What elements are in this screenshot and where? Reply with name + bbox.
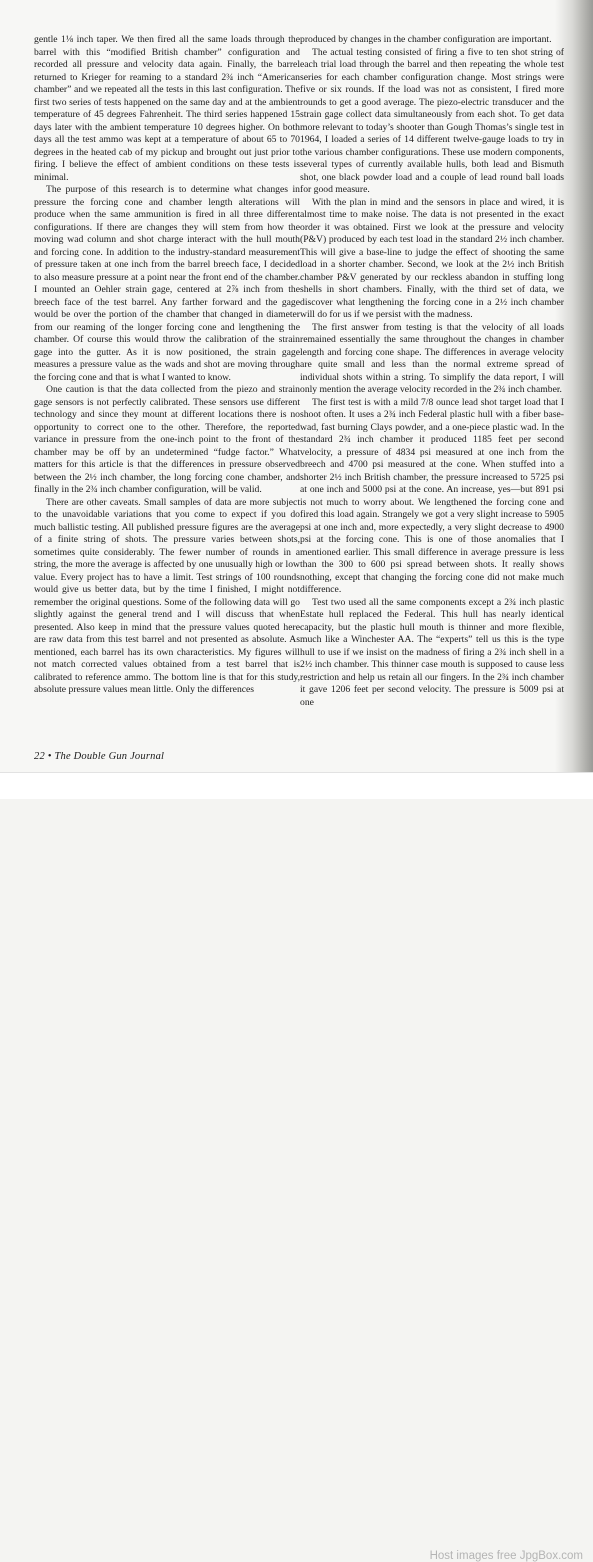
publication-title: The Double Gun Journal bbox=[54, 751, 165, 762]
paragraph: The first test is with a mild 7/8 ounce lead shot target load that I shoot often. It uses a 2¾ inch Federal plastic hull with a fiber base-wad, fast burning Clays powder, and a one-piece plastic wad. In the standard 2¾ inch chamber it produced 1185 feet per second velocity, a pressure of 4834 psi measured at one inch from the breech and 4700 psi measured at the cone. When stuffed into a shorter 2½ inch British chamber, the pressure increased to 5725 psi at one inch and 5000 psi at the cone. An increase, yes—but 891 psi is not much to worry about. We lengthened the forcing cone and fired this load again. Strangely we got a very slight increase to 5905 psi at one inch and, more expectedly, a very slight decrease to 4900 psi at the forcing cone. This is one of those anomalies that I mentioned earlier. This small difference in average pressure is less than the 300 to 600 psi spread between shots. It really shows nothing, except that changing the forcing cone did not make much difference. bbox=[300, 396, 564, 595]
paragraph: Test two used all the same components except a 2¾ inch plastic Estate hull replaced the Federal. This hull has nearly identical capacity, but the plastic hull mouth is thinner and more flexible, much like a Winchester AA. The “experts” tell us this is the type hull to use if we insist on the madness of firing a 2¾ inch shell in a 2½ inch chamber. This thinner case mouth is supposed to cause less restriction and help us retain all our fingers. In the 2¾ inch chamber it gave 1206 feet per second velocity. The pressure is 5009 psi at one bbox=[300, 596, 564, 708]
host-watermark[interactable]: Host images free JpgBox.com bbox=[429, 1550, 583, 1562]
paragraph: produced by changes in the chamber configuration are important. bbox=[300, 34, 552, 45]
paragraph: With the plan in mind and the sensors in place and wired, it is almost time to make noise. The data is not presented in the exact order it was obtained. First we look at the pressure and velocity (P&V) produced by each test load in the standard 2½ inch chamber. This will give a base-line to judge the effect of shooting the same load in a shorter chamber. Second, we look at the 2½ inch British chamber P&V generated by our reckless abandon in stuffing long shells in short chambers. Finally, with the third set of data, we discover what lengthening the forcing cone in a 2½ inch chamber will do for us if we persist with the madness. bbox=[300, 196, 564, 320]
page-footer bbox=[34, 751, 164, 762]
article-column-left bbox=[34, 34, 300, 697]
paragraph: There are other caveats. Small samples of data are more subject to the unavoidable variations that you come to expect if you do much ballistic testing. All published pressure figures are the average of a finite string of shots. The pressure varies between shots, sometimes quite considerably. The fewer number of rounds in a string, the more the average is affected by one unusually high or low value. Every project has to have a limit. Test strings of 100 rounds would give us better data, but by the time I finished, I might not remember the original questions. Some of the following data will go slightly against the general trend and I will discuss that when presented. Also keep in mind that the pressure values quoted here are raw data from this test barrel and not presented as absolute. As mentioned, each barrel has its own characteristics. My figures will not match corrected values obtained from a test barrel that is calibrated to reference ammo. The bottom line is that for this study, absolute pressure values mean little. Only the differences bbox=[34, 496, 300, 695]
image-host-bar bbox=[0, 772, 593, 1562]
paragraph: The purpose of this research is to determine what changes in pressure the forcing cone and chamber length alterations will produce when the same ammunition is fired in all three different configurations. If there are changes they will stem from how the moving wad column and shot charge interact with the hull mouth and forcing cone. In addition to the industry-standard measurement of pressure taken at one inch from the barrel breech face, I decided to also measure pressure at a point near the front end of the chamber. I mounted an Oehler strain gage, centered at 2⅞ inch from the breech face of the test barrel. Any farther forward and the gage would be over the portion of the chamber that changed in diameter from our reaming of the longer forcing cone and lengthening the chamber. Of course this would throw the calibration of the strain gage into the gutter. As it is now positioned, the strain gage measures a pressure value as the wads and shot are moving through the forcing cone and that is what I wanted to know. bbox=[34, 184, 300, 383]
paragraph: gentle 1⅛ inch taper. We then fired all the same loads through the barrel with this “modified British chamber” configuration and recorded all pressure and velocity data again. Finally, the barrel returned to Krieger for reaming to a standard 2¾ inch “American chamber” and we repeated all the tests in this last configuration. The first two series of tests happened on the same day and at the ambient temperature of 45 degrees Fahrenheit. The third series happened 15 days later with the ambient temperature 10 degrees higher. On both days all the test ammo was kept at a temperature of about 65 to 70 degrees in the heated cab of my pickup and brought out just prior to firing. I believe the effect of ambient conditions on these tests is minimal. bbox=[34, 34, 300, 183]
paragraph: The first answer from testing is that the velocity of all loads remained essentially the same throughout the changes in chamber length and forcing cone shape. The differences in average velocity are quite small and less than the normal extreme spread of individual shots within a string. To simplify the data report, I will only mention the average velocity recorded in the 2¾ inch chamber. bbox=[300, 321, 564, 395]
footer-bullet: • bbox=[47, 751, 52, 762]
paragraph: The actual testing consisted of firing a five to ten shot string of each trial load through the barrel and then repeating the whole test series for each chamber configuration change. Most strings were five or six rounds. If the load was not as consistent, I fired more rounds to get a good average. The piezo-electric transducer and the strain gage collect data simultaneously from each shot. To get data more relevant to today’s shooter than Gough Thomas’s single test in 1964, I loaded a series of 14 different twelve-gauge loads to try in the various chamber configurations. These use modern components, several types of currently available hulls, both lead and Bismuth shot, one black powder load and a couple of lead round ball loads for good measure. bbox=[300, 46, 564, 195]
page-number: 22 bbox=[34, 751, 45, 762]
article-column-right bbox=[300, 34, 564, 709]
paragraph: One caution is that the data collected from the piezo and strain gage sensors is not perfectly calibrated. These sensors use different technology and since they mount at different locations there is no opportunity to correct one to the other. Therefore, the reported variance in pressure from the one-inch point to the front of the chamber may be off by an undetermined “fudge factor.” What matters for this article is that the differences in pressure observed between the 2½ inch chamber, the long forcing cone chamber, and finally in the 2¾ inch chamber configuration, will be valid. bbox=[34, 384, 300, 495]
scanned-page bbox=[0, 0, 593, 772]
